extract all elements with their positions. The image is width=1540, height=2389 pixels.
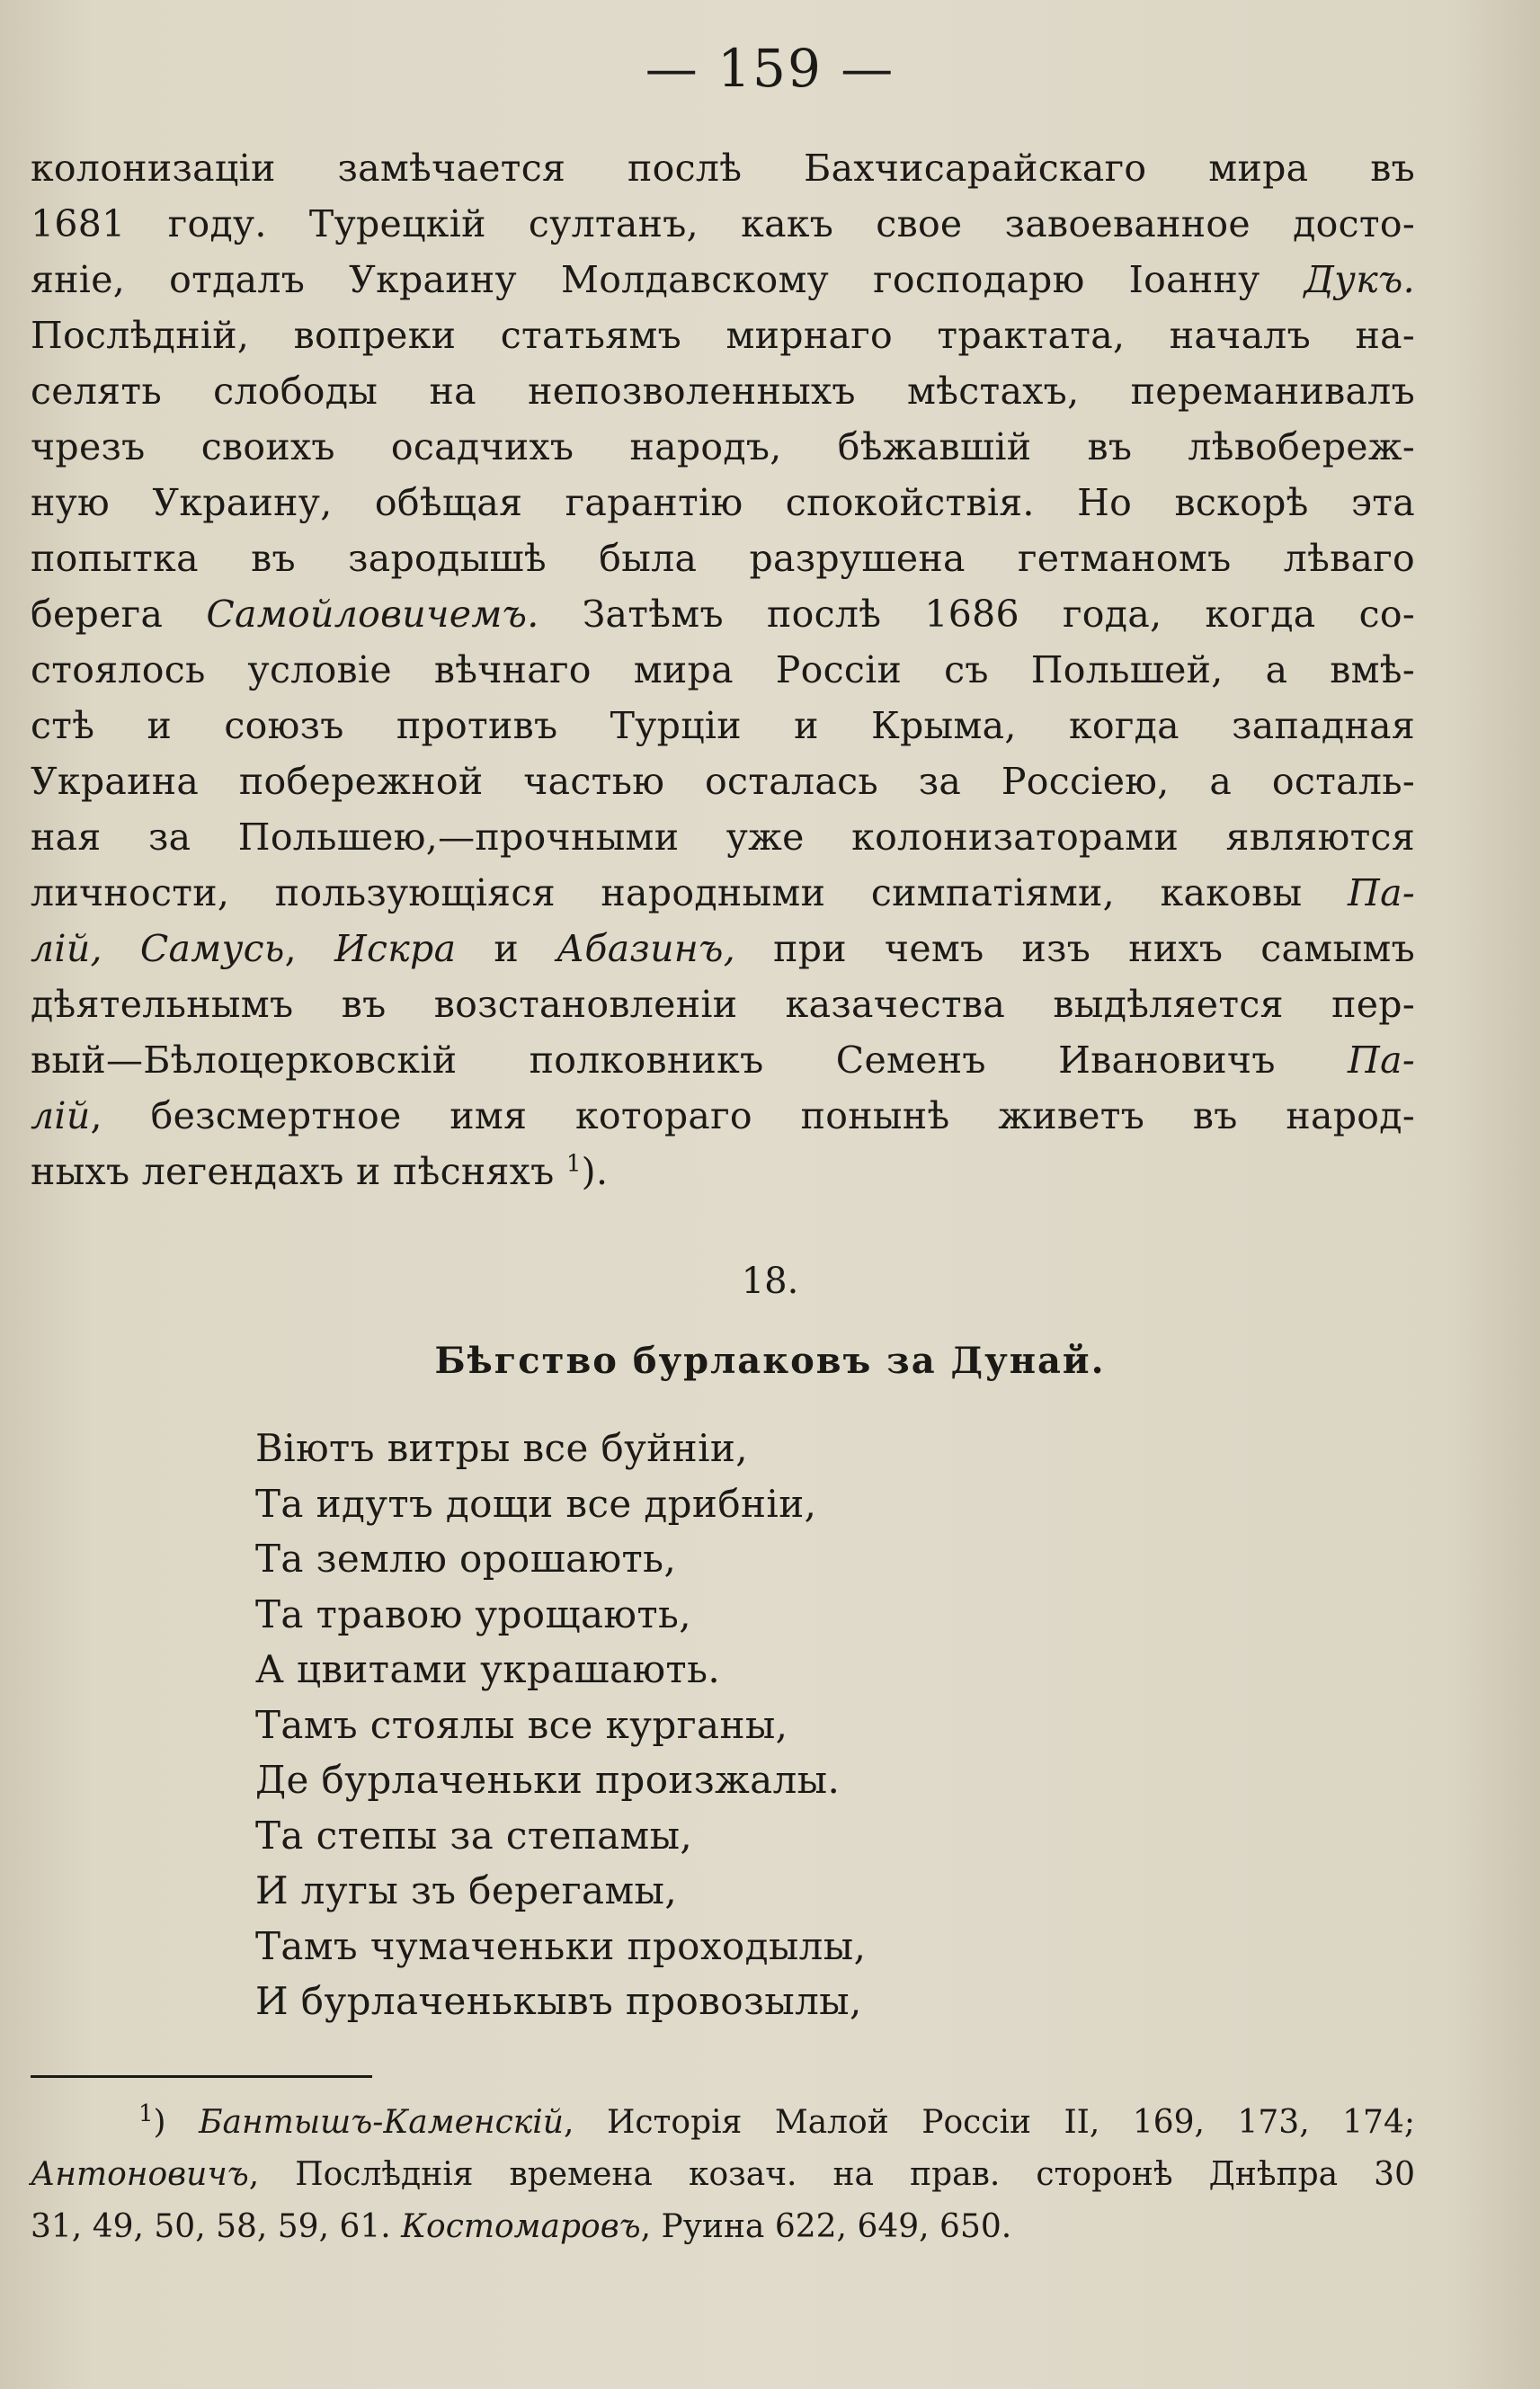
poem-line: Віютъ витры все буйніи,: [255, 1426, 749, 1470]
poem: [255, 1421, 866, 2029]
main-text: [31, 140, 1415, 1199]
text-line: 1681 году. Турецкій султанъ, какъ свое завоеванное досто-: [31, 202, 1415, 245]
footnote-text: , Исторія Малой Россіи II, 169, 173, 174;: [564, 2104, 1415, 2141]
text-line: селять слободы на непозволенныхъ мѣстахъ, переманивалъ: [31, 370, 1415, 413]
poem-line: Та степы за степамы,: [255, 1813, 693, 1858]
text-span: вый—Бѣлоцерковскій полковникъ Семенъ Ивановичъ: [31, 1039, 1349, 1082]
text-line: чрезъ своихъ осадчихъ народъ, бѣжавшій въ лѣвобереж-: [31, 425, 1415, 468]
footnote-line: $^1$) Бантышъ-Каменскій, Исторія Малой Россіи II, 169, 173, 174;: [138, 2100, 1415, 2141]
footnote-ref[interactable]: 1: [565, 1150, 582, 1178]
page-number: — 159 —: [645, 38, 895, 99]
italic-name: Самойловичемъ.: [206, 593, 539, 636]
text-span: яніе, отдалъ Украину Молдавскому господарю Іоанну: [31, 258, 1304, 301]
footnote-line: [31, 2201, 1415, 2253]
text-line: стѣ и союзъ противъ Турціи и Крыма, когда западная: [31, 704, 1415, 747]
footnote-text: , Руина 622, 649, 650.: [640, 2208, 1012, 2245]
text-span: , безсмертное имя котораго понынѣ живетъ въ народ-: [90, 1094, 1415, 1137]
text-line: [31, 1144, 1415, 1199]
poem-line: Тамъ чумаченьки проходылы,: [255, 1923, 867, 1968]
text-line: [31, 865, 1415, 921]
text-line: колонизаціи замѣчается послѣ Бахчисарайскаго мира въ: [31, 147, 1415, 190]
text-span: ).: [581, 1150, 609, 1193]
footnote-line: [31, 2149, 1415, 2201]
poem-line: И бурлаченькывъ провозылы,: [255, 1979, 862, 2023]
text-line: [31, 586, 1415, 642]
author-name: Антоновичъ: [31, 2156, 249, 2193]
italic-name: Абазинъ,: [556, 927, 736, 970]
footnote-divider: [31, 2075, 372, 2078]
text-span: ,: [284, 927, 334, 970]
poem-line: Та идутъ дощи все дрибніи,: [255, 1481, 817, 1526]
text-line: Послѣдній, вопреки статьямъ мирнаго трактата, началъ на-: [31, 314, 1415, 357]
italic-name: Па-: [1348, 1039, 1415, 1082]
text-line: ную Украину, обѣщая гарантію спокойствія. Но вскорѣ эта: [31, 481, 1415, 524]
italic-name: Дукъ.: [1304, 258, 1415, 301]
poem-line: Та травою урощають,: [255, 1591, 692, 1636]
footnote-text: , Послѣднія времена козач. на прав. сторонѣ Днѣпра 30: [248, 2156, 1415, 2193]
text-line: [31, 252, 1415, 308]
footnotes: [31, 2097, 1415, 2253]
section-title: Бѣгство бурлаковъ за Дунай.: [434, 1340, 1106, 1382]
footnote-marker: 1: [138, 2100, 154, 2127]
text-span: и: [456, 927, 557, 970]
italic-name: Искра: [334, 927, 457, 970]
italic-name: лій: [31, 1094, 91, 1137]
text-line: [31, 1032, 1415, 1088]
text-span: ныхъ легендахъ и пѣсняхъ: [31, 1150, 566, 1193]
text-line: ная за Польшею,—прочными уже колонизаторами являются: [31, 816, 1415, 859]
text-span: Затѣмъ послѣ 1686 года, когда со-: [539, 593, 1416, 636]
text-span: при чемъ изъ нихъ самымъ: [735, 927, 1415, 970]
text-line: [31, 1088, 1415, 1144]
italic-name: лій,: [31, 927, 140, 970]
author-name: Бантышъ-Каменскій: [199, 2104, 564, 2141]
poem-line: А цвитами украшають.: [255, 1647, 721, 1691]
text-span: берега: [31, 593, 207, 636]
poem-line: Та землю орошають,: [255, 1537, 677, 1581]
text-span: личности, пользующіяся народными симпатіями, каковы: [31, 871, 1349, 914]
poem-line: Де бурлаченьки произжалы.: [255, 1758, 841, 1802]
text-line: дѣятельнымъ въ возстановленіи казачества выдѣляется пер-: [31, 983, 1415, 1026]
poem-line: Тамъ стоялы все курганы,: [255, 1702, 788, 1747]
author-name: Костомаровъ: [401, 2208, 641, 2245]
italic-name: Па-: [1348, 871, 1415, 914]
poem-line: И лугы зъ берегамы,: [255, 1868, 678, 1912]
text-line: [31, 921, 1415, 976]
section-number: 18.: [741, 1261, 799, 1302]
text-line: попытка въ зародышѣ была разрушена гетманомъ лѣваго: [31, 537, 1415, 580]
text-line: стоялось условіе вѣчнаго мира Россіи съ Польшей, а вмѣ-: [31, 648, 1415, 691]
italic-name: Самусь: [139, 927, 285, 970]
footnote-text: 31, 49, 50, 58, 59, 61.: [31, 2208, 402, 2245]
text-line: Украина побережной частью осталась за Россіею, а осталь-: [31, 760, 1415, 803]
